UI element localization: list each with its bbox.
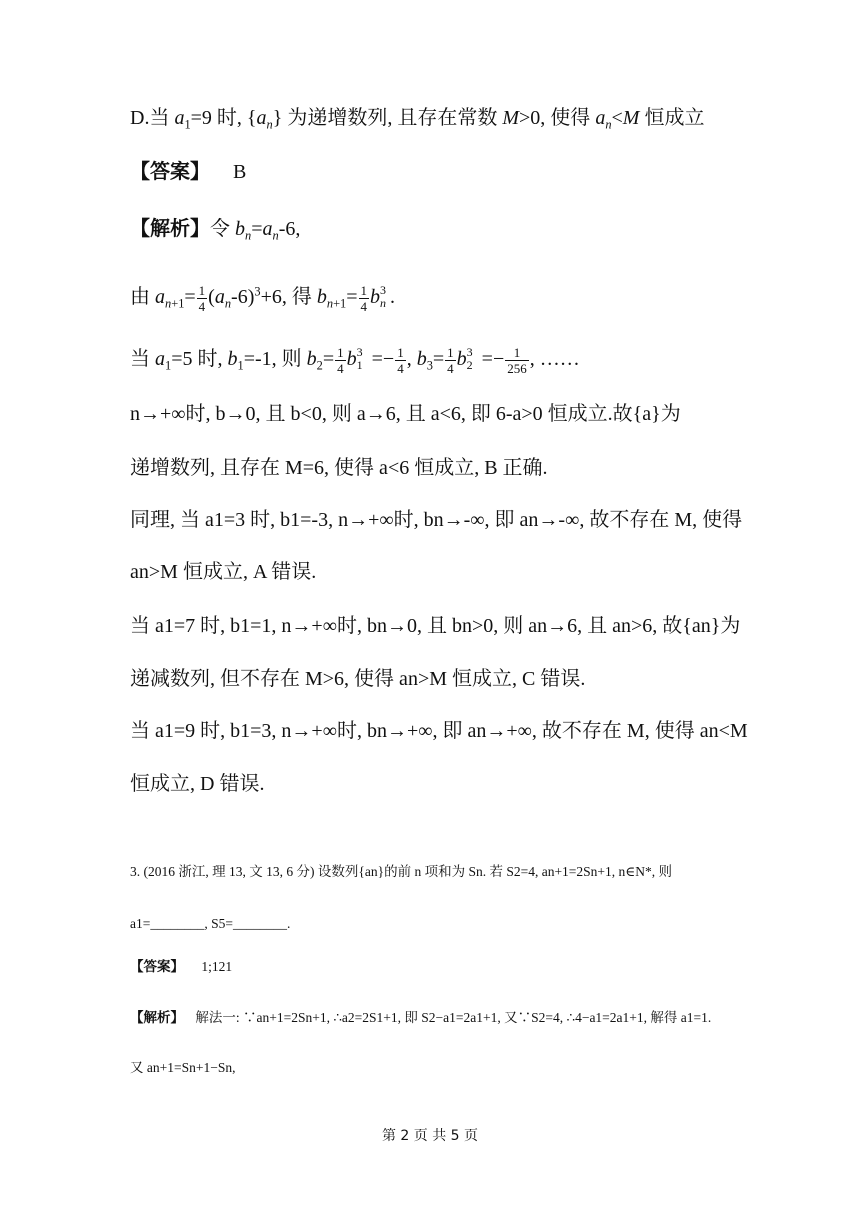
option-d: D.当 $a_1=9$ 时, $\{a_n\}$ 为递增数列, 且存在常数 M>0, 使得 $a_n<M$ 恒成立	[130, 107, 705, 132]
analysis-line-5: 递增数列, 且存在 M=6, 使得 a<6 恒成立, B 正确.	[130, 457, 548, 479]
answer-label: 【答案】	[130, 959, 184, 975]
step-1: 由 $a_{n+1}=$ $\frac{1}{4}$ $(a_n-6)^3+6$, 得 $b_{n+1}=$ $\frac{1}{4}$ b 3 n .	[130, 283, 396, 315]
question-3-stem	[130, 862, 740, 882]
analysis-line-11: 恒成立, D 错误.	[130, 773, 265, 795]
step2-prefix: 当	[130, 348, 150, 370]
analysis-line-6: 同理, 当 a1=3 时, b1=-3, n→+∞时, bn→-∞, 即 an→-∞, 故不存在 M, 使得	[130, 509, 743, 531]
fraction: $\frac{1}{4}$	[198, 283, 206, 315]
analysis-line-8: 当 a1=7 时, b1=1, n→+∞时, bn→0, 且 bn>0, 则 an→6, 且 an>6, 故{an}为	[130, 615, 741, 637]
fraction: $\frac{1}{4}$	[397, 345, 404, 377]
question-3-last-line: 又 an+1=Sn+1−Sn,	[130, 1060, 236, 1075]
answer-value: 1;121	[201, 959, 233, 974]
answer-row	[130, 157, 740, 186]
step1-prefix: 由	[130, 286, 150, 308]
question-3-answer	[130, 957, 740, 977]
fraction: $\frac{1}{4}$	[447, 345, 454, 377]
analysis-intro-text: 令	[210, 218, 230, 240]
analysis-line-4: n→+∞时, b→0, 且 b<0, 则 a→6, 且 a<6, 即 6-a>0 恒成立.故{a}为	[130, 403, 681, 425]
question-3-text: 设数列{an}的前 n 项和为 Sn. 若 S2=4, an+1=2Sn+1, n∈N*, 则	[317, 864, 673, 879]
question-3-blanks: a1=________, S5=________.	[130, 916, 291, 931]
option-d-prefix: D.当	[130, 107, 170, 129]
analysis-line-7: an>M 恒成立, A 错误.	[130, 561, 317, 583]
question-3-analysis	[130, 1008, 740, 1028]
step-2: 当 $a_1=5$ 时, $b_1=-1$, 则 $b_2=$ $\frac{1}{4}$ b 3 1 =− $\frac{1}{4}$ , $b_3=$ $\frac{1}{4}$ b 3 2 =− $\frac{1}{256}$ , ……	[130, 345, 580, 377]
analysis-label: 【解析】	[130, 1010, 184, 1026]
question-3-source: 3. (2016 浙江, 理 13, 文 13, 6 分)	[130, 864, 315, 879]
page-footer: 第 2 页 共 5 页	[381, 1128, 479, 1144]
fraction: $\frac{1}{4}$	[360, 283, 368, 315]
analysis-line-10: 当 a1=9 时, b1=3, n→+∞时, bn→+∞, 即 an→+∞, 故不存在 M, 使得 an<M	[130, 720, 748, 742]
answer-value: B	[233, 161, 247, 183]
fraction: $\frac{1}{256}$	[507, 345, 527, 377]
analysis-line-9: 递减数列, 但不存在 M>6, 使得 an>M 恒成立, C 错误.	[130, 668, 586, 690]
answer-label: 【答案】	[130, 159, 210, 183]
fraction: $\frac{1}{4}$	[337, 345, 344, 377]
analysis-label: 【解析】	[130, 216, 210, 240]
step1-mid: , 得	[281, 286, 312, 308]
analysis-text: 解法一: ∵an+1=2Sn+1, ∴a2=2S1+1, 即 S2−a1=2a1+1, 又∵S2=4, ∴4−a1=2a1+1, 解得 a1=1.	[195, 1010, 712, 1025]
analysis-intro: 【解析】令 $b_n=a_n-6$,	[130, 216, 301, 243]
